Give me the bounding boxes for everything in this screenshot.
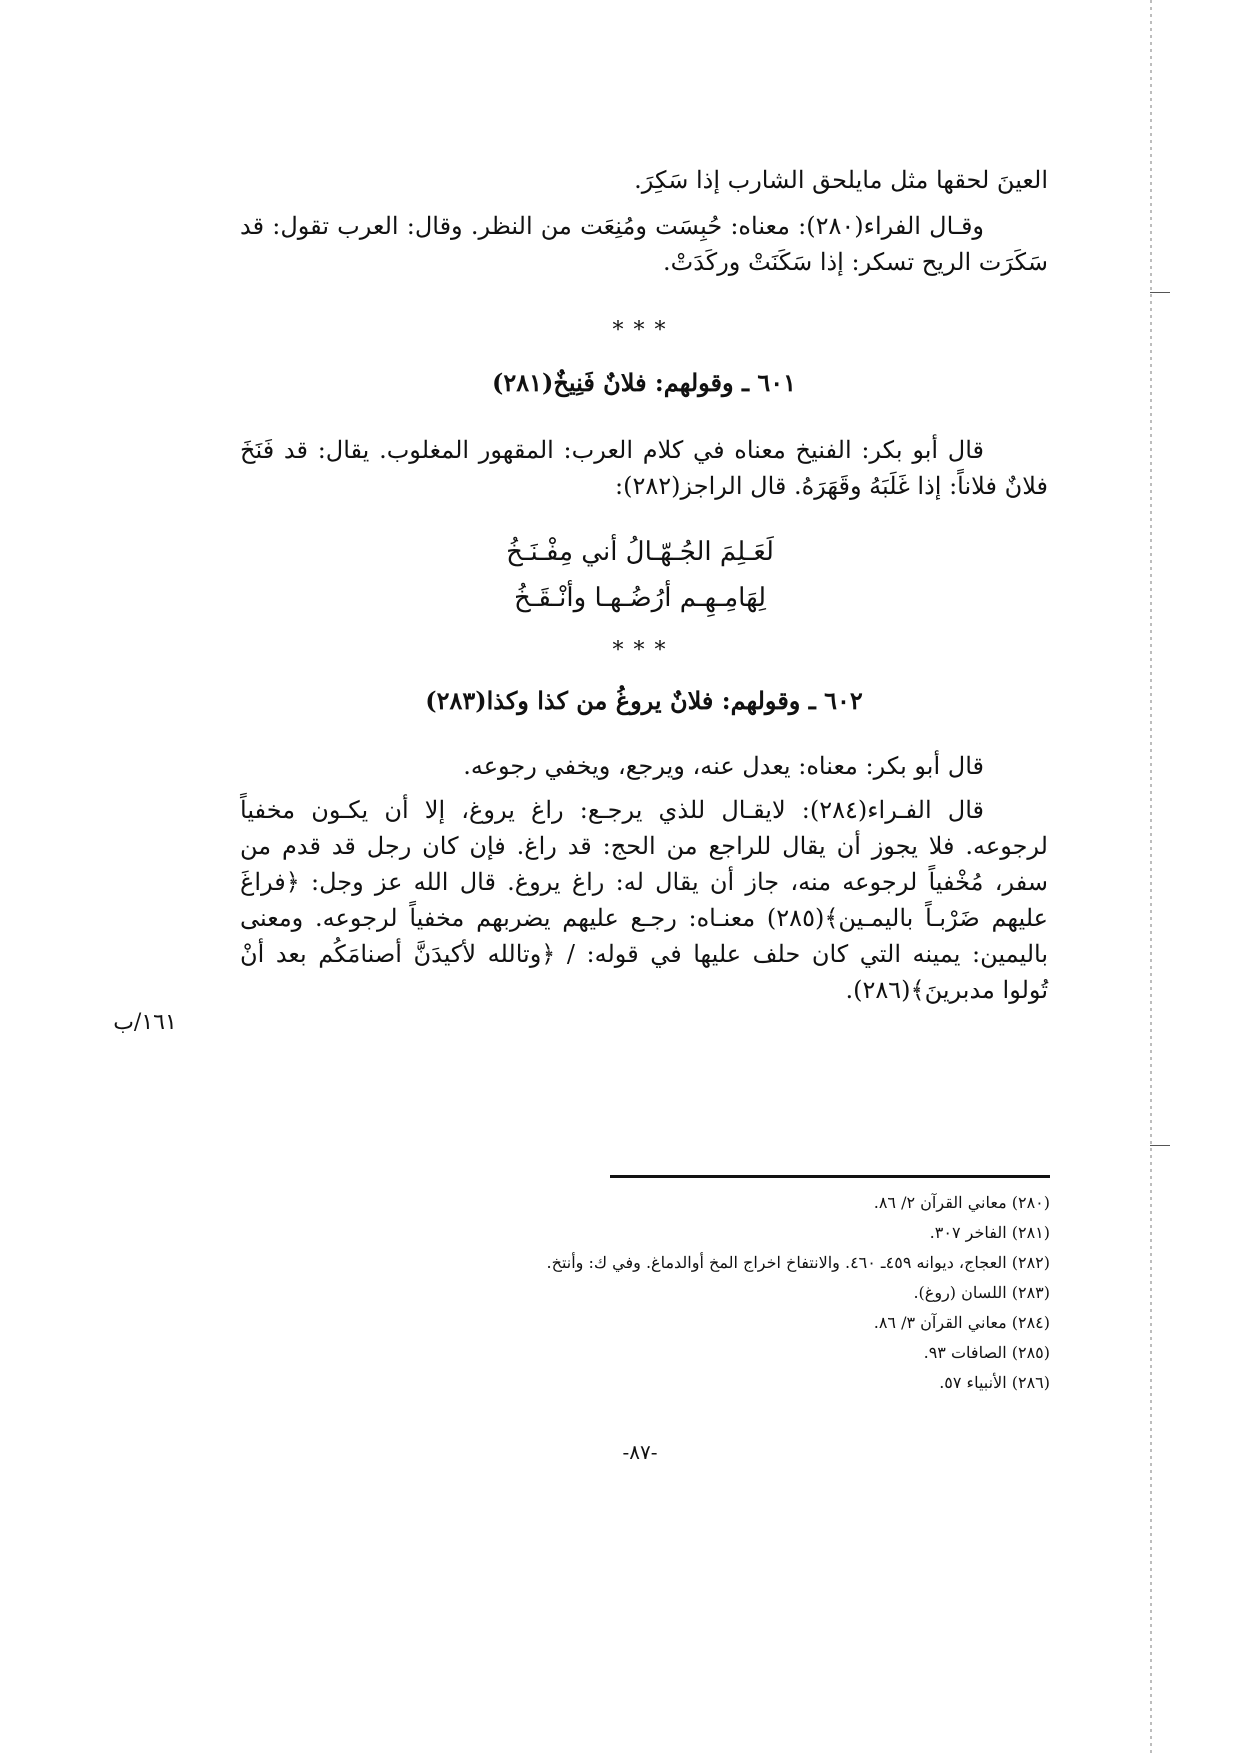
paragraph-1: العينَ لحقها مثل مايلحق الشارب إذا سَكِرَ. [634, 166, 1048, 194]
paragraph-4: قال أبو بكر: معناه: يعدل عنه، ويرجع، ويخفي رجوعه. [463, 752, 984, 780]
footnote-282: (٢٨٢) العجاج، ديوانه ٤٥٩ـ ٤٦٠. والانتفاخ اخراج المخ أوالدماغ. وفي ك: وأنتخ. [546, 1253, 1050, 1272]
footnote-284: (٢٨٤) معاني القرآن ٣/ ٨٦. [873, 1313, 1050, 1332]
paragraph-5: قال الفـراء(٢٨٤): لايقـال للذي يرجـع: راغ يروغ، إلا أن يكـون مخفياً لرجوعه. فلا يجوز أن يقال للراجع من الحج: قد راغ. فإن كان رجل قد قدم من سفر، مُخْفياً لرجوعه منه، جاز أن يقال له: راغ يروغ. قال الله عز وجل: ﴿فراغَ عليهم ضَرْبـاً باليمـين﴾(٢٨٥) معنـاه: رجـع عليهم يضربهم مخفياً لرجوعه. ومعنى باليمين: يمينه التي كان حلف عليها في قوله: / ﴿وتالله لأكيدَنَّ أصنامَكُم بعد أنْ تُولوا مدبرينَ﴾(٢٨٦). [240, 796, 1048, 1004]
section-separator-stars: *** [612, 318, 676, 343]
paragraph-3: قال أبو بكر: الفنيخ معناه في كلام العرب: المقهور المغلوب. يقال: قد فَنَخَ فلانٌ فلاناً: إذا غَلَبَهُ وقَهَرَهُ. قال الراجز(٢٨٢): [240, 436, 1048, 500]
verse-line-1: لَعَـلِمَ الجُـهّـالُ أني مِفْـنَـخُ [506, 537, 774, 567]
footnote-280: (٢٨٠) معاني القرآن ٢/ ٨٦. [873, 1193, 1050, 1212]
entry-heading-602: ٦٠٢ ـ وقولهم: فلانٌ يروغُ من كذا وكذا(٢٨٣) [425, 686, 863, 715]
paragraph-2: وقـال الفراء(٢٨٠): معناه: حُبِسَت ومُنِعَت من النظر. وقال: العرب تقول: قد سَكَرَت الريح تسكر: إذا سَكَنَتْ وركَدَتْ. [240, 212, 1048, 276]
footnote-281: (٢٨١) الفاخر ٣٠٧. [929, 1223, 1050, 1242]
page-number: -٨٧- [622, 1440, 658, 1464]
footnote-separator [610, 1175, 1050, 1178]
footnotes-block [240, 1188, 1050, 1398]
footnote-283: (٢٨٣) اللسان (روغ). [913, 1283, 1050, 1302]
manuscript-folio-note: ١٦١/ب [113, 1010, 177, 1035]
footnote-286: (٢٨٦) الأنبياء ٥٧. [939, 1373, 1050, 1392]
entry-heading-601: ٦٠١ ـ وقولهم: فلانٌ فَنِيخٌ(٢٨١) [491, 368, 797, 397]
verse-line-2: لِهَامِـهِـم أرُضُـهـا وأنْـقَـخُ [514, 583, 766, 613]
scan-edge-tick [1150, 1145, 1170, 1146]
scan-edge-line [1150, 0, 1152, 1754]
scan-edge-tick [1150, 292, 1170, 293]
footnote-285: (٢٨٥) الصافات ٩٣. [923, 1343, 1050, 1362]
section-separator-stars: *** [612, 638, 676, 663]
